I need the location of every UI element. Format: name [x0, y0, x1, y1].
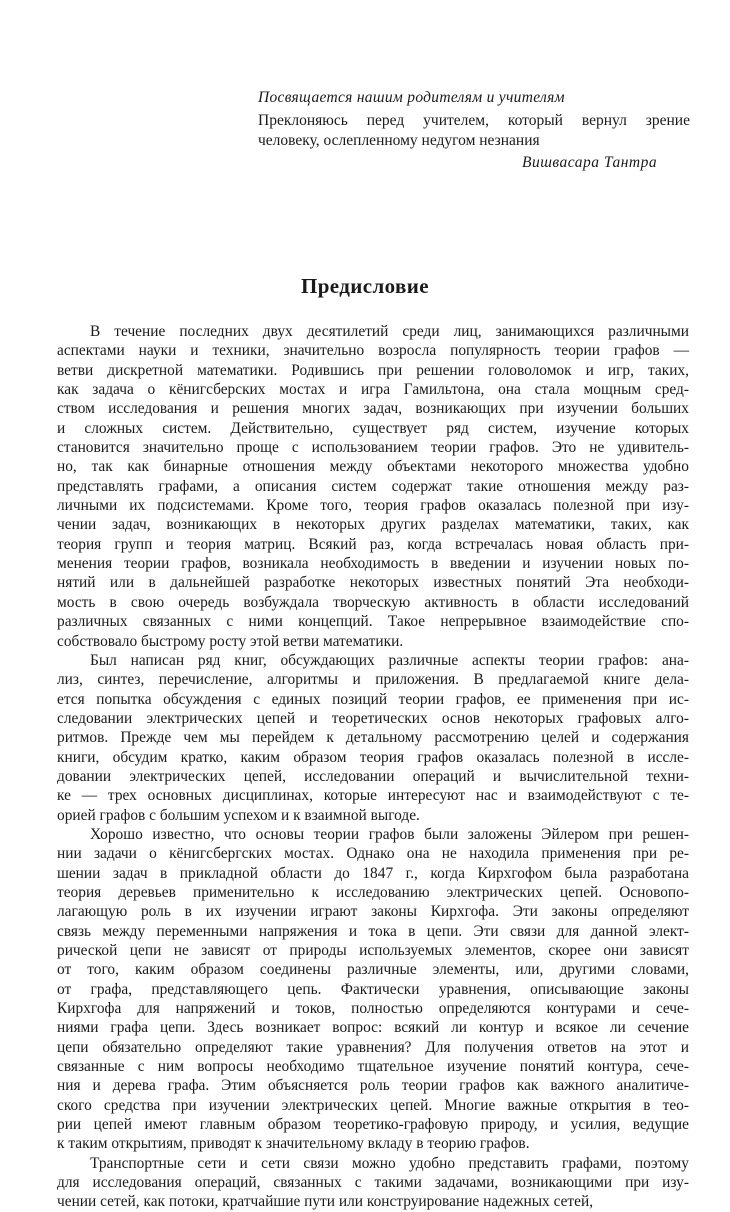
paragraph-line: как задача о кёнигсберских мостах и игра Гамильтона, она стала мощным сред-	[57, 381, 689, 399]
dedication: Посвящается нашим родителям и учителям	[258, 89, 565, 106]
paragraph-line: нятий или в дальнейшей разработке некоторых известных понятий Эта необходи-	[57, 574, 689, 592]
epigraph-line: человеку, ослепленному недугом незнания	[258, 132, 540, 149]
paragraph-line: ке — трех основных дисциплинах, которые интересуют нас и взаимодействуют с те-	[57, 787, 689, 805]
paragraph-line: орией графов с большим успехом и к взаимной выгоде.	[57, 806, 420, 824]
paragraph-line: мость в свою очередь возбуждала творческую активность в области исследований	[57, 593, 689, 611]
paragraph-line: для исследования операций, связанных с такими задачами, возникающими при изу-	[57, 1174, 689, 1192]
paragraph-line: чении задач, возникающих в некоторых других разделах математики, таких, как	[57, 516, 689, 534]
paragraph-line: следовании электрических цепей и теоретических основ некоторых графовых алго-	[57, 709, 689, 727]
paragraph-line: от того, каким образом соединены различные элементы, или, другими словами,	[57, 961, 689, 979]
paragraph-line: лагающую роль в их изучении играют законы Кирхгофа. Эти законы определяют	[57, 903, 689, 921]
paragraph-line: Был написан ряд книг, обсуждающих различные аспекты теории графов: ана-	[90, 651, 689, 669]
paragraph-line: ется попытка обсуждения с единых позиций теории графов, ее применения при ис-	[57, 690, 689, 708]
paragraph-line: В течение последних двух десятилетий среди лиц, занимающихся различными	[90, 323, 689, 340]
paragraph-line: чении сетей, как потоки, кратчайшие пути или конструирование надежных сетей,	[57, 1193, 594, 1211]
epigraph-author: Вишвасара Тантра	[522, 154, 658, 171]
body-text	[57, 322, 689, 1212]
paragraph-line: связанные с ним вопросы необходимо тщательное изучение понятий контура, сече-	[57, 1058, 689, 1076]
paragraph-line: ниями графа цепи. Здесь возникает вопрос: всякий ли контур и всякое ли сечение	[57, 1019, 689, 1037]
paragraph-line: ством исследования и решения многих задач, возникающих при изучении больших	[57, 400, 689, 418]
paragraph-line: связь между переменными напряжения и тока в цепи. Эти связи для данной элект-	[57, 922, 689, 940]
paragraph-line: теория групп и теория матриц. Всякий раз, когда встречалась новая область при-	[57, 535, 689, 553]
paragraph-line: довании электрических цепей, исследовании операций и вычислительной техни-	[57, 767, 689, 785]
paragraph-line: менения теории графов, возникала необходимость в введении и изучении новых по-	[57, 555, 689, 573]
paragraph-line: аспектами науки и техники, значительно возросла популярность теории графов —	[57, 342, 689, 360]
paragraph-line: представлять графами, а описания систем содержат такие отношения между раз-	[57, 477, 689, 495]
paragraph-line: Транспортные сети и сети связи можно удобно представить графами, поэтому	[90, 1154, 689, 1172]
paragraph-line: теория деревьев применительно к исследованию электрических цепей. Основопо-	[57, 883, 689, 901]
paragraph-line: но, так как бинарные отношения между объектами некоторого множества удобно	[57, 458, 689, 476]
paragraph-line: различных связанных с ними концепций. Такое непрерывное взаимодействие спо-	[57, 613, 689, 631]
paragraph-line: ского средства при изучении электрических цепей. Многие важные открытия в тео-	[57, 1096, 689, 1114]
paragraph-line: ветви дискретной математики. Родившись при решении головоломок и игр, таких,	[57, 361, 689, 379]
paragraph-line: к таким открытиям, приводят к значительному вкладу в теорию графов.	[57, 1135, 530, 1153]
paragraph-line: ния и дерева графа. Этим объясняется роль теории графов как важного аналитиче-	[57, 1077, 689, 1095]
paragraph-line: шении задач в прикладной области до 1847 г., когда Кирхгофом была разработана	[57, 864, 689, 882]
epigraph	[258, 111, 690, 151]
paragraph-line: становится значительно проще с использованием теории графов. Это не удивитель-	[57, 439, 689, 457]
paragraph-line: нии задачи о кёнигсбергских мостах. Однако она не находила применения при ре-	[57, 845, 689, 863]
paragraph-line: рии цепей имеют главным образом теоретико-графовую природу, и усилия, ведущие	[57, 1116, 689, 1134]
paragraph-line: личными их подсистемами. Кроме того, теория графов оказалась полезной при изу-	[57, 497, 689, 515]
paragraph-line: книги, обсудим кратко, каким образом теория графов оказалась полезной в иссле-	[57, 748, 689, 766]
paragraph-line: и сложных систем. Действительно, существует ряд систем, изучение которых	[57, 419, 689, 437]
paragraph-line: собствовало быстрому росту этой ветви математики.	[57, 632, 404, 650]
epigraph-line: Преклоняюсь перед учителем, который вернул зрение	[258, 112, 690, 129]
paragraph-line: от графа, представляющего цепь. Фактически уравнения, описывающие законы	[57, 980, 689, 998]
paragraph-line: Кирхгофа для напряжений и токов, полностью определяются контурами и сече-	[57, 1000, 689, 1018]
paragraph-line: лиз, синтез, перечисление, алгоритмы и приложения. В предлагаемой книге дела-	[57, 671, 689, 689]
paragraph-line: ритмов. Прежде чем мы перейдем к детальному рассмотрению целей и содержания	[57, 729, 689, 747]
paragraph-line: цепи обязательно определяют такие уравнения? Для получения ответов на этот и	[57, 1038, 689, 1056]
page-title: Предисловие	[300, 274, 430, 298]
paragraph-line: рической цепи не зависят от природы используемых элементов, скорее они зависят	[57, 942, 689, 959]
paragraph-line: Хорошо известно, что основы теории графов были заложены Эйлером при решен-	[90, 825, 689, 843]
